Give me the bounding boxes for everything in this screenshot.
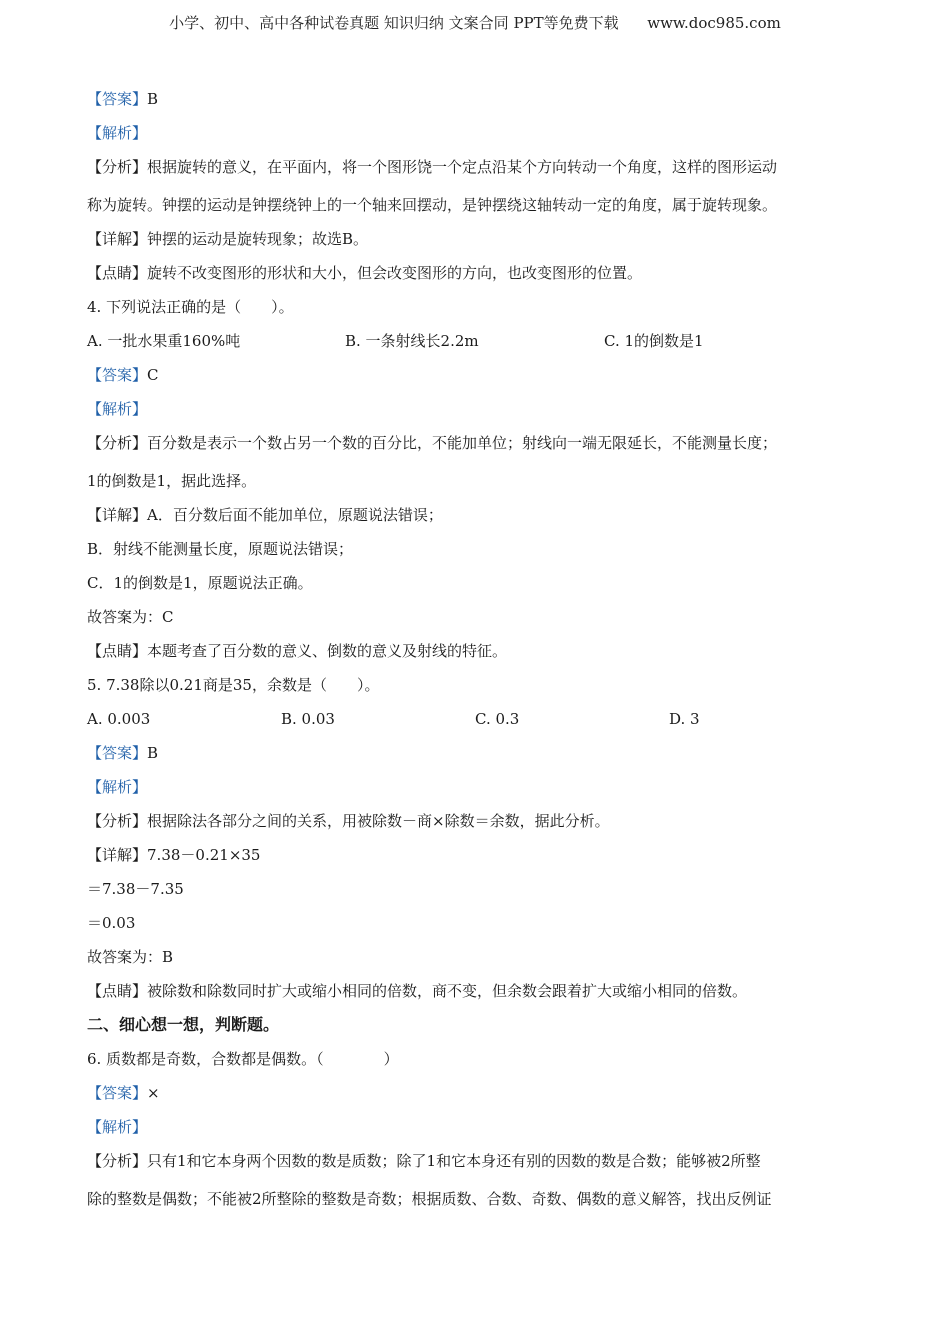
q5-detail-step2: ＝7.38－7.35 (87, 880, 184, 898)
q5-option-d: D. 3 (669, 710, 700, 728)
q5-answer: 【答案】B (87, 744, 159, 762)
q3-answer: 【答案】B (87, 90, 159, 108)
q3-point: 【点睛】旋转不改变图形的形状和大小，但会改变图形的方向，也改变图形的位置。 (87, 264, 643, 282)
q5-detail-step3: ＝0.03 (87, 914, 136, 932)
q3-analysis-label: 【解析】 (87, 124, 148, 142)
q5-fenxi: 【分析】根据除法各部分之间的关系，用被除数－商×除数＝余数，据此分析。 (87, 812, 610, 830)
q5-detail: 【详解】7.38－0.21×35 (87, 846, 261, 864)
q5-option-c: C. 0.3 (475, 710, 520, 728)
q4-answer: 【答案】C (87, 366, 159, 384)
q6-question: 6. 质数都是奇数，合数都是偶数。（ ） (87, 1050, 399, 1068)
q3-detail: 【详解】钟摆的运动是旋转现象；故选B。 (87, 230, 369, 248)
q5-analysis-label: 【解析】 (87, 778, 148, 796)
q4-fenxi: 【分析】百分数是表示一个数占另一个数的百分比，不能加单位；射线向一端无限延长，不能测量长度； (87, 434, 778, 452)
q5-option-b: B. 0.03 (281, 710, 335, 728)
q4-detail-b: B．射线不能测量长度，原题说法错误； (87, 540, 354, 558)
q6-analysis-label: 【解析】 (87, 1118, 148, 1136)
q5-question: 5. 7.38除以0.21商是35，余数是（ ）。 (87, 676, 380, 694)
q3-fenxi: 【分析】根据旋转的意义，在平面内，将一个图形饶一个定点沿某个方向转动一个角度，这样的图形运动 (87, 158, 778, 176)
q3-fenxi-cont: 称为旋转。钟摆的运动是钟摆绕钟上的一个轴来回摆动，是钟摆绕这轴转动一定的角度，属于旋转现象。 (87, 196, 778, 214)
q6-answer: 【答案】× (87, 1084, 160, 1102)
q4-detail: 【详解】A．百分数后面不能加单位，原题说法错误； (87, 506, 443, 524)
section-2-title: 二、细心想一想，判断题。 (87, 1015, 280, 1034)
q4-question: 4. 下列说法正确的是（ ）。 (87, 298, 294, 316)
q5-option-a: A. 0.003 (87, 710, 151, 728)
q6-fenxi-cont: 除的整数是偶数；不能被2所整除的整数是奇数；根据质数、合数、奇数、偶数的意义解答，找出反例证 (87, 1190, 772, 1208)
q4-fenxi-cont: 1的倒数是1，据此选择。 (87, 472, 257, 490)
q4-option-a: A. 一批水果重160%吨 (87, 332, 241, 350)
q4-options (87, 330, 867, 352)
document-body (87, 88, 867, 1208)
q6-fenxi: 【分析】只有1和它本身两个因数的数是质数；除了1和它本身还有别的因数的数是合数；能够被2所整 (87, 1152, 761, 1170)
q5-conclusion: 故答案为：B (87, 948, 174, 966)
q4-point: 【点睛】本题考查了百分数的意义、倒数的意义及射线的特征。 (87, 642, 508, 660)
q5-point: 【点睛】被除数和除数同时扩大或缩小相同的倍数，商不变，但余数会跟着扩大或缩小相同的倍数。 (87, 982, 748, 1000)
q4-option-c: C. 1的倒数是1 (604, 332, 704, 350)
q4-option-b: B. 一条射线长2.2m (345, 332, 479, 350)
q5-options (87, 708, 867, 730)
q4-detail-c: C．1的倒数是1，原题说法正确。 (87, 574, 313, 592)
q4-analysis-label: 【解析】 (87, 400, 148, 418)
page-header: 小学、初中、高中各种试卷真题 知识归纳 文案合同 PPT等免费下载 www.doc985.com (169, 14, 781, 32)
q4-conclusion: 故答案为：C (87, 608, 174, 626)
